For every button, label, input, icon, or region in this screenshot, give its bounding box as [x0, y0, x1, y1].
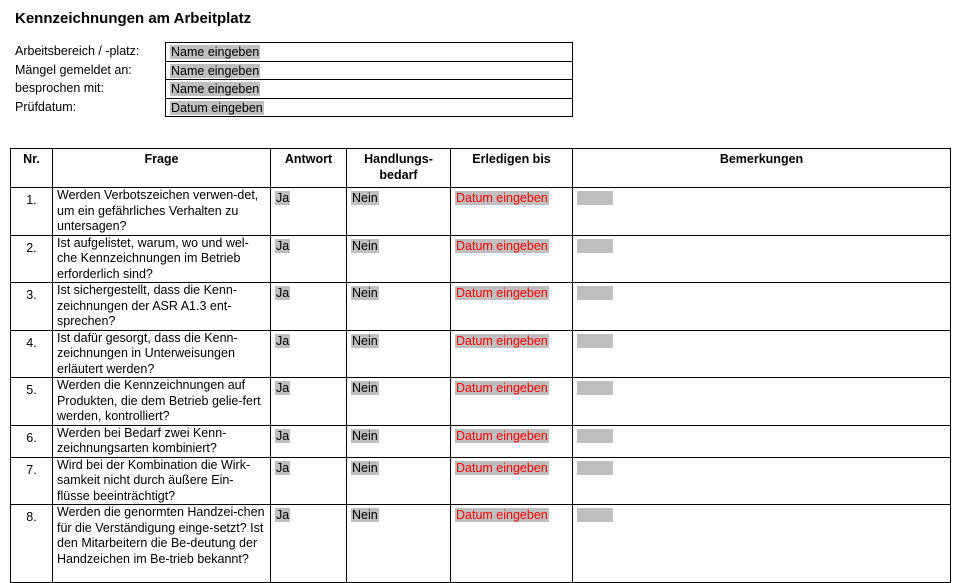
antwort-cell [271, 378, 347, 426]
bemerkungen-cell [573, 378, 951, 426]
antwort-cell [271, 505, 347, 583]
pruefdatum-input[interactable]: Datum eingeben [171, 100, 263, 115]
row-number: 6. [11, 425, 53, 457]
question-text: Ist aufgelistet, warum, wo und wel-che Kennzeichnungen im Betrieb erforderlich sind? [53, 235, 271, 283]
erledigen-cell [451, 505, 573, 583]
handlungsbedarf-field[interactable]: Nein [352, 381, 378, 395]
handlungsbedarf-field[interactable]: Nein [352, 428, 378, 443]
row-number: 4. [11, 330, 53, 378]
antwort-field[interactable]: Ja [276, 460, 290, 475]
question-text: Ist dafür gesorgt, dass die Kenn-zeichnungen in Unterweisungen erläutert werden? [53, 330, 271, 378]
antwort-cell [271, 330, 347, 378]
erledigen-date-field[interactable]: Datum eingeben [456, 508, 548, 522]
row-number: 3. [11, 283, 53, 331]
bemerkungen-field[interactable] [577, 508, 613, 522]
table-row [11, 425, 951, 457]
maengel-gemeldet-input[interactable]: Name eingeben [171, 63, 260, 78]
row-number: 8. [11, 505, 53, 583]
question-text: Wird bei der Kombination die Wirk-samkeit nicht durch äußere Ein-flüsse beeinträchtigt? [53, 457, 271, 505]
bemerkungen-field[interactable] [577, 191, 613, 205]
erledigen-date-field[interactable]: Datum eingeben [456, 333, 548, 348]
row-number: 2. [11, 235, 53, 283]
antwort-field[interactable]: Ja [276, 428, 290, 443]
erledigen-cell [451, 425, 573, 457]
table-row [11, 505, 951, 583]
arbeitsbereich-input[interactable]: Name eingeben [171, 45, 260, 59]
erledigen-cell [451, 283, 573, 331]
antwort-field[interactable]: Ja [276, 238, 290, 253]
column-header-erledigen: Erledigen bis [451, 149, 573, 188]
erledigen-cell [451, 330, 573, 378]
handlungsbedarf-field[interactable]: Nein [352, 238, 378, 253]
handlungsbedarf-cell [347, 425, 451, 457]
handlungsbedarf-field[interactable]: Nein [352, 191, 378, 205]
row-number: 7. [11, 457, 53, 505]
table-row [11, 235, 951, 283]
question-text: Ist sichergestellt, dass die Kenn-zeichnungen der ASR A1.3 ent-sprechen? [53, 283, 271, 331]
bemerkungen-cell [573, 235, 951, 283]
handlungsbedarf-cell [347, 330, 451, 378]
column-header-antwort: Antwort [271, 149, 347, 188]
row-number: 5. [11, 378, 53, 426]
table-header-row [11, 149, 951, 188]
header-box-maengel [165, 61, 573, 80]
erledigen-cell [451, 188, 573, 236]
column-header-bemerkungen: Bemerkungen [573, 149, 951, 188]
column-header-handlungsbedarf: Handlungs-bedarf [347, 149, 451, 188]
row-number: 1. [11, 188, 53, 236]
table-row [11, 457, 951, 505]
question-text: Werden die genormten Handzei-chen für die Verständigung einge-setzt? Ist den Mitarbeitern die Be-deutung der Handzeichen im Be-trieb bekannt? [53, 505, 271, 583]
header-label-pruefdatum: Prüfdatum: [15, 99, 77, 114]
antwort-field[interactable]: Ja [276, 286, 290, 300]
erledigen-date-field[interactable]: Datum eingeben [456, 460, 548, 475]
bemerkungen-field[interactable] [577, 334, 613, 348]
page-title: Kennzeichnungen am Arbeitplatz [15, 10, 252, 27]
bemerkungen-field[interactable] [577, 381, 613, 395]
header-box-pruefdatum [165, 98, 573, 118]
bemerkungen-field[interactable] [577, 286, 613, 300]
column-header-nr: Nr. [11, 149, 53, 188]
bemerkungen-cell [573, 457, 951, 505]
handlungsbedarf-cell [347, 457, 451, 505]
header-label-arbeitsbereich: Arbeitsbereich / -platz: [15, 44, 140, 58]
handlungsbedarf-cell [347, 283, 451, 331]
erledigen-cell [451, 235, 573, 283]
besprochen-mit-input[interactable]: Name eingeben [171, 82, 260, 96]
erledigen-cell [451, 378, 573, 426]
bemerkungen-cell [573, 330, 951, 378]
header-box-arbeitsbereich [165, 42, 573, 61]
checklist-table [10, 148, 951, 583]
table-row [11, 283, 951, 331]
question-text: Werden bei Bedarf zwei Kenn-zeichnungsarten kombiniert? [53, 425, 271, 457]
erledigen-date-field[interactable]: Datum eingeben [456, 286, 548, 300]
bemerkungen-field[interactable] [577, 461, 613, 475]
handlungsbedarf-field[interactable]: Nein [352, 286, 378, 300]
antwort-cell [271, 457, 347, 505]
column-header-frage: Frage [53, 149, 271, 188]
erledigen-date-field[interactable]: Datum eingeben [456, 428, 548, 443]
antwort-field[interactable]: Ja [276, 508, 290, 522]
question-text: Werden die Kennzeichnungen auf Produkten, die dem Betrieb gelie-fert werden, kontrolliert? [53, 378, 271, 426]
erledigen-date-field[interactable]: Datum eingeben [456, 381, 548, 395]
antwort-field[interactable]: Ja [276, 191, 290, 205]
handlungsbedarf-field[interactable]: Nein [352, 460, 378, 475]
handlungsbedarf-cell [347, 188, 451, 236]
header-label-maengel: Mängel gemeldet an: [15, 62, 132, 77]
erledigen-date-field[interactable]: Datum eingeben [456, 238, 548, 253]
bemerkungen-field[interactable] [577, 239, 613, 253]
antwort-field[interactable]: Ja [276, 333, 290, 348]
antwort-field[interactable]: Ja [276, 381, 290, 395]
antwort-cell [271, 425, 347, 457]
handlungsbedarf-cell [347, 235, 451, 283]
handlungsbedarf-field[interactable]: Nein [352, 333, 378, 348]
table-row [11, 330, 951, 378]
bemerkungen-cell [573, 425, 951, 457]
bemerkungen-cell [573, 505, 951, 583]
header-label-besprochen: besprochen mit: [15, 81, 104, 95]
table-row [11, 188, 951, 236]
bemerkungen-cell [573, 188, 951, 236]
bemerkungen-cell [573, 283, 951, 331]
erledigen-date-field[interactable]: Datum eingeben [456, 191, 548, 205]
handlungsbedarf-field[interactable]: Nein [352, 508, 378, 522]
handlungsbedarf-cell [347, 378, 451, 426]
handlungsbedarf-cell [347, 505, 451, 583]
erledigen-cell [451, 457, 573, 505]
header-box-besprochen [165, 79, 573, 98]
table-row [11, 378, 951, 426]
antwort-cell [271, 188, 347, 236]
antwort-cell [271, 283, 347, 331]
bemerkungen-field[interactable] [577, 429, 613, 443]
antwort-cell [271, 235, 347, 283]
question-text: Werden Verbotszeichen verwen-det, um ein gefährliches Verhalten zu untersagen? [53, 188, 271, 236]
